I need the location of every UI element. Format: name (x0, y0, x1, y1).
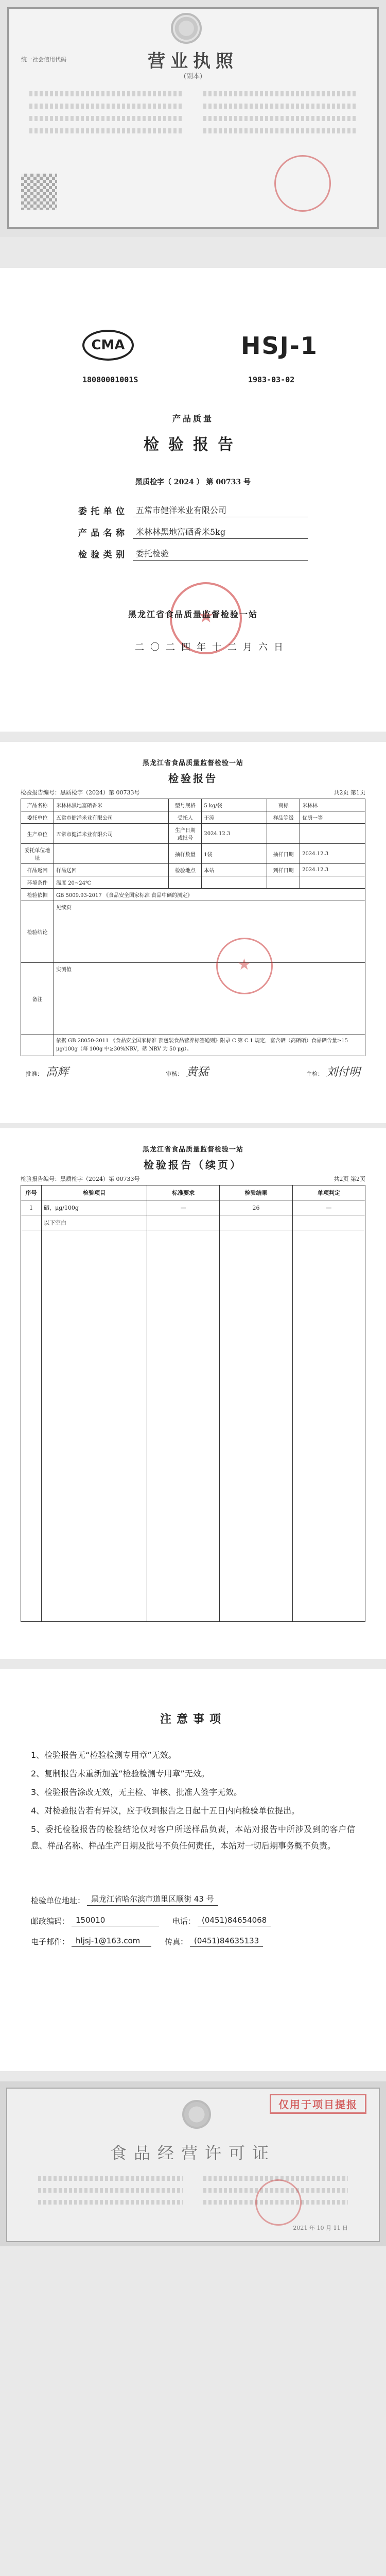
note-item: 2、复制报告未重新加盖“检验检测专用章”无效。 (31, 1769, 209, 1778)
cell: 1 (21, 1200, 42, 1215)
contact-block (31, 1885, 355, 1947)
cover-label-client: 委托单位 (78, 506, 125, 517)
inspection-seal (216, 938, 273, 994)
email-label: 电子邮件： (31, 1937, 70, 1946)
postcode-label: 邮政编码： (31, 1917, 70, 1926)
table-row (21, 799, 365, 811)
cell (147, 1215, 220, 1230)
table-row (21, 844, 365, 864)
info-label: 商标 (267, 799, 300, 811)
license-field-line (29, 116, 183, 121)
food-license-seal (255, 2179, 302, 2226)
info-label: 产品名称 (21, 799, 54, 811)
license-copy: (副本) (183, 73, 203, 80)
info-label: 委托单位 (21, 811, 54, 824)
column-header: 检验结果 (220, 1185, 292, 1200)
table-row (21, 1200, 365, 1215)
license-field-line (38, 2176, 183, 2181)
report-number: 检验报告编号：黑质检字（2024）第 00733号 (21, 1176, 140, 1182)
cover-label-type: 检验类别 (78, 550, 125, 560)
info-value: 本站 (202, 864, 267, 876)
qr-code-icon (21, 174, 57, 210)
page-number: 共2页 第1页 (334, 789, 365, 796)
remarks-label: 备注 (21, 963, 54, 1035)
cover-date: 二〇二四年十二月六日 (135, 642, 289, 653)
cell (21, 1215, 42, 1230)
note-item: 3、检验报告涂改无效，无主检、审核、批准人签字无效。 (31, 1787, 242, 1797)
conclusion-label: 检验结论 (21, 901, 54, 963)
table-row: 检验依据 GB 5009.93-2017 《食品安全国家标准 食品中硒的测定》 (21, 889, 365, 901)
email-value: hljsj-1@163.com (72, 1936, 151, 1947)
cover-institution: 黑龙江省食品质量监督检验一站 (128, 609, 258, 619)
cell (292, 1215, 365, 1230)
food-business-license (0, 2081, 386, 2246)
info-label (169, 876, 202, 889)
column-header: 标准要求 (147, 1185, 220, 1200)
column-header: 序号 (21, 1185, 42, 1200)
fax-value: (0451)84635133 (190, 1936, 263, 1947)
cover-value-product: 米林林黑地富硒香米5kg (133, 526, 308, 539)
cover-quality-label: 产品质量 (172, 414, 214, 423)
credit-code-label: 统一社会信用代码 (21, 56, 66, 63)
info-label: 检验地点 (169, 864, 202, 876)
address-value: 黑龙江省哈尔滨市道里区顺街 43 号 (87, 1893, 218, 1906)
info-label: 样品等级 (267, 811, 300, 824)
page-title: 检验报告 (168, 772, 218, 785)
page-institution: 黑龙江省食品质量监督检验一站 (142, 1146, 243, 1154)
remark-item: 实测值 (54, 963, 365, 1035)
info-label: 受托人 (169, 811, 202, 824)
phone-label: 电话： (172, 1917, 196, 1926)
license-field-line (38, 2188, 183, 2193)
notes-page (0, 1669, 386, 2071)
column-header: 单项判定 (292, 1185, 365, 1200)
license-field-line (203, 128, 357, 133)
reviewer-signature: 黄猛 (186, 1066, 209, 1079)
cover-value-client: 五常市健洋米业有限公司 (133, 504, 308, 517)
info-label: 委托单位地址 (21, 844, 54, 864)
national-emblem-icon (171, 13, 202, 44)
column-header: 检验项目 (42, 1185, 147, 1200)
remarks-footnote: 依据 GB 28050-2011 《食品安全国家标准 预包装食品营养标签通则》附录 C 第 C.1 规定，富含硒（高硒硒）食品硒含量≥15 μg/100g（每 100g 中≥30%NRV，硒 NRV 为 50 μg）。 (54, 1035, 365, 1056)
table-row (21, 811, 365, 824)
info-value (300, 824, 365, 844)
info-value: 样品送回 (54, 864, 169, 876)
info-label (267, 824, 300, 844)
info-value: 2024.12.3 (300, 864, 365, 876)
report-page-1 (0, 742, 386, 1123)
conclusion-value: 见续页 (54, 901, 365, 963)
page-institution: 黑龙江省食品质量监督检验一站 (142, 759, 243, 767)
cma-cert-number: 18080001001S (82, 375, 138, 384)
table-header-row (21, 1185, 365, 1200)
cover-value-type: 委托检验 (133, 547, 308, 561)
info-value: 米林林 (300, 799, 365, 811)
reviewer-label: 审核： (166, 1071, 183, 1077)
tester-signature: 刘付明 (326, 1066, 360, 1079)
fax-label: 传真： (165, 1937, 188, 1946)
info-value: 五常市健洋米业有限公司 (54, 811, 169, 824)
info-label (267, 876, 300, 889)
approver-signature: 高辉 (46, 1066, 69, 1079)
address-label: 检验单位地址： (31, 1896, 85, 1905)
info-value (202, 876, 267, 889)
info-label: 型号规格 (169, 799, 202, 811)
license-title: 营业执照 (148, 51, 238, 72)
note-item: 1、检验报告无“检验检测专用章”无效。 (31, 1750, 177, 1760)
report-cover (0, 268, 386, 732)
info-value: 1袋 (202, 844, 267, 864)
info-value (300, 876, 365, 889)
cell (220, 1215, 292, 1230)
cell: 以下空白 (42, 1215, 147, 1230)
cell: — (292, 1200, 365, 1215)
food-license-title: 食品经营许可证 (110, 2143, 276, 2163)
cma-logo: CMA (82, 330, 134, 361)
license-field-line (29, 91, 183, 96)
cover-title: 检验报告 (144, 436, 242, 454)
page-number: 共2页 第2页 (334, 1176, 365, 1182)
table-row (21, 1215, 365, 1230)
note-item: 4、对检验报告若有异议，应于收到报告之日起十五日内向检验单位提出。 (31, 1806, 300, 1816)
cell: 硒，μg/100g (42, 1200, 147, 1215)
info-value: 五常市健洋米业有限公司 (54, 824, 169, 844)
cell: — (147, 1200, 220, 1215)
info-label: 生产单位 (21, 824, 54, 844)
info-label: 环境条件 (21, 876, 54, 889)
tester-label: 主检： (306, 1071, 323, 1077)
info-label: 抽样数量 (169, 844, 202, 864)
table-row (21, 963, 365, 1035)
license-field-line (29, 128, 183, 133)
info-value: 于涛 (202, 811, 267, 824)
license-field-line (38, 2200, 183, 2205)
license-seal (274, 155, 331, 212)
info-value: 5 kg/袋 (202, 799, 267, 811)
results-table (21, 1185, 365, 1622)
report-info-table (21, 799, 365, 1056)
postcode-value: 150010 (72, 1916, 159, 1926)
info-value: 2024.12.3 (202, 824, 267, 844)
page-title: 检验报告（续页） (144, 1159, 242, 1171)
info-label: 样品返回 (21, 864, 54, 876)
license-field-line (203, 116, 357, 121)
signature-row (21, 1056, 365, 1079)
license-field-line (203, 104, 357, 109)
license-frame (7, 7, 379, 229)
info-label: 生产日期 或批号 (169, 824, 202, 844)
table-row (21, 876, 365, 889)
inspection-basis: GB 5009.93-2017 《食品安全国家标准 食品中硒的测定》 (54, 889, 365, 901)
info-value: 温度 20~24℃ (54, 876, 169, 889)
hsj-logo: HSJ-1 (241, 332, 318, 360)
cover-label-product: 产品名称 (78, 528, 125, 538)
phone-value: (0451)84654068 (198, 1916, 271, 1926)
table-row (21, 901, 365, 963)
info-value: 米林林黑地富硒香米 (54, 799, 169, 811)
table-row (21, 1035, 365, 1056)
info-value (54, 844, 169, 864)
license-fields (29, 91, 357, 133)
business-license (0, 0, 386, 237)
report-number: 检验报告编号：黑质检字（2024）第 00733号 (21, 789, 140, 796)
license-field-line (29, 104, 183, 109)
national-emblem-icon (182, 2100, 211, 2129)
project-only-stamp: 仅用于项目提报 (270, 2094, 366, 2114)
table-row (21, 1230, 365, 1622)
approver-label: 批准： (26, 1071, 43, 1077)
info-label: 抽样日期 (267, 844, 300, 864)
food-license-frame (6, 2088, 380, 2242)
notes-title: 注意事项 (160, 1713, 226, 1726)
note-item: 5、委托检验报告的检验结论仅对客户所送样品负责，本站对报告中所涉及到的客户信息、样品名称、样品生产日期及批号不负任何责任，本站对一切后期事务概不负责。 (31, 1824, 355, 1851)
info-value: 优质一等 (300, 811, 365, 824)
report-page-2 (0, 1128, 386, 1659)
license-field-line (203, 91, 357, 96)
cover-report-number: 黑质检字（ 2024 ） 第 00733 号 (135, 478, 251, 486)
info-value: 2024.12.3 (300, 844, 365, 864)
hsj-cert-number: 1983-03-02 (248, 375, 295, 384)
food-license-date: 2021 年 10 月 11 日 (293, 2225, 348, 2231)
cell: 26 (220, 1200, 292, 1215)
table-row (21, 824, 365, 844)
table-row (21, 864, 365, 876)
info-label: 到样日期 (267, 864, 300, 876)
